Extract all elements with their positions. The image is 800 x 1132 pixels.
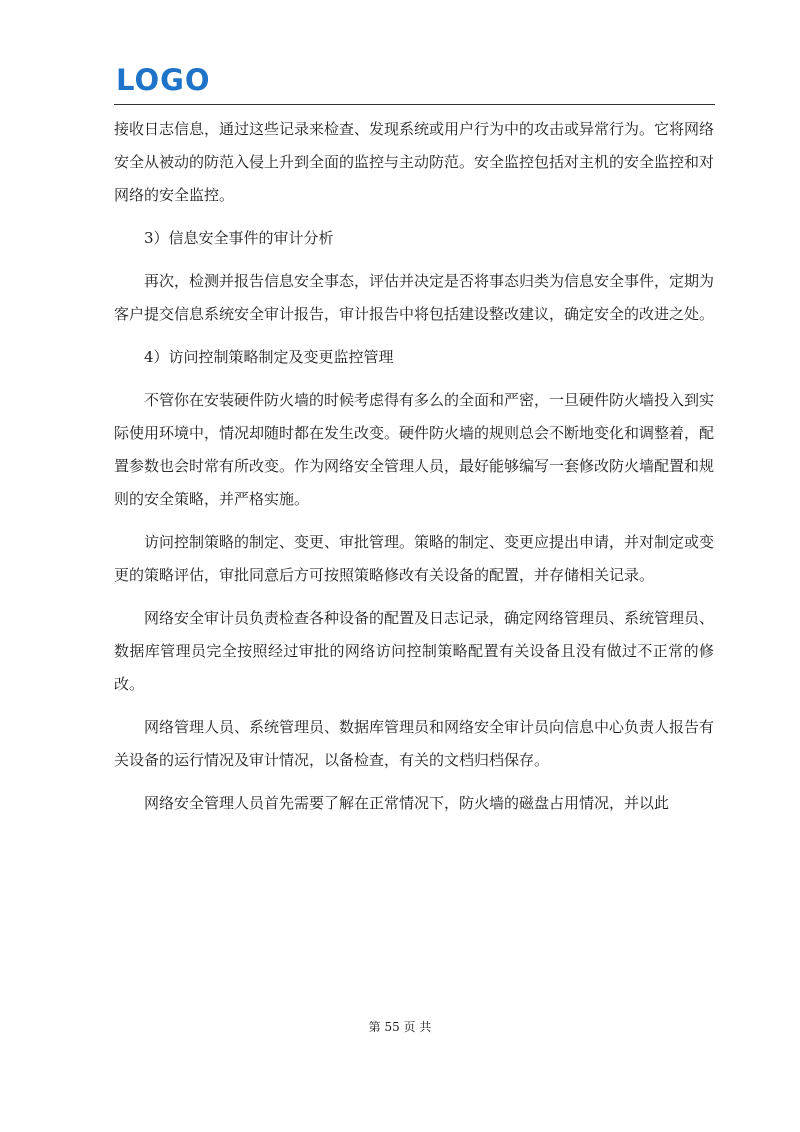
paragraph-2: 再次，检测并报告信息安全事态，评估并决定是否将事态归类为信息安全事件，定期为客户提交信息系统安全审计报告，审计报告中将包括建设整改建议，确定安全的改进之处。: [114, 272, 715, 323]
logo: LOGO: [116, 63, 211, 97]
page-footer: 第 55 页 共: [368, 1020, 432, 1034]
paragraph-1: 接收日志信息，通过这些记录来检查、发现系统或用户行为中的攻击或异常行为。它将网络安全从被动的防范入侵上升到全面的监控与主动防范。安全监控包括对主机的安全监控和对网络的安全监控。: [114, 120, 715, 204]
paragraph-5: 网络安全审计员负责检查各种设备的配置及日志记录，确定网络管理员、系统管理员、数据库管理员完全按照经过审批的网络访问控制策略配置有关设备且没有做过不正常的修改。: [114, 609, 715, 693]
paragraph-6: 网络管理人员、系统管理员、数据库管理员和网络安全审计员向信息中心负责人报告有关设备的运行情况及审计情况，以备检查，有关的文档归档保存。: [114, 718, 715, 769]
page-header: [114, 62, 715, 106]
paragraph-7: 网络安全管理人员首先需要了解在正常情况下，防火墙的磁盘占用情况，并以此: [144, 794, 670, 812]
section-heading-3: 3）信息安全事件的审计分析: [144, 229, 334, 247]
header-divider: [114, 104, 715, 105]
section-heading-4: 4）访问控制策略制定及变更监控管理: [144, 348, 394, 366]
paragraph-4: 访问控制策略的制定、变更、审批管理。策略的制定、变更应提出申请，并对制定或变更的策略评估，审批同意后方可按照策略修改有关设备的配置，并存储相关记录。: [114, 533, 715, 584]
paragraph-3: 不管你在安装硬件防火墙的时候考虑得有多么的全面和严密，一旦硬件防火墙投入到实际使用环境中，情况却随时都在发生改变。硬件防火墙的规则总会不断地变化和调整着，配置参数也会时常有所改变。作为网络安全管理人员，最好能够编写一套修改防火墙配置和规则的安全策略，并严格实施。: [114, 391, 715, 508]
document-body: [114, 113, 714, 830]
